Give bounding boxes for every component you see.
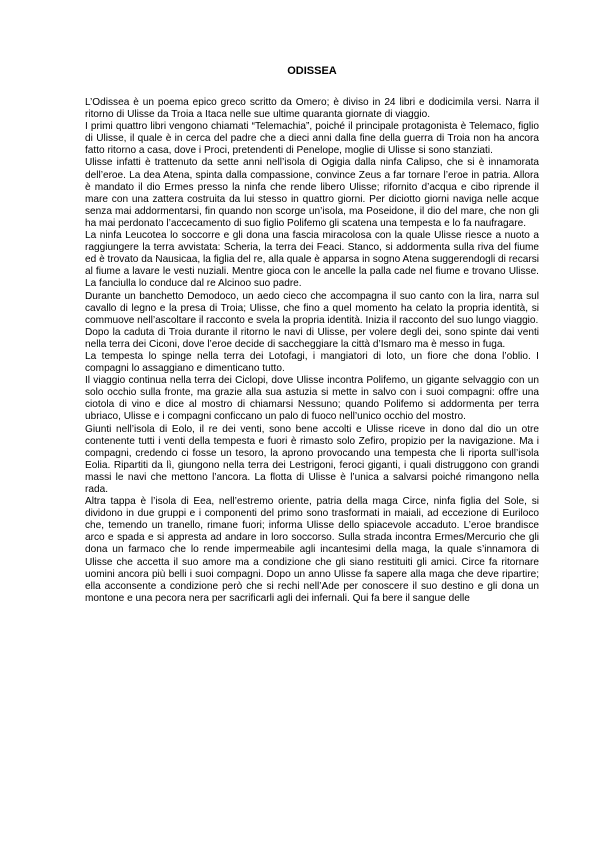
paragraph-lotofagi: La tempesta lo spinge nella terra dei Lotofagi, i mangiatori di loto, un fiore che dona l’oblio. I compagni lo assaggiano e dimenticano tutto. xyxy=(85,350,539,375)
paragraph-circe: Altra tappa è l’isola di Eea, nell’estremo oriente, patria della maga Circe, ninfa figlia del Sole, si dividono in due gruppi e i componenti del primo sono trasformati in maiali, ad eccezione di Euriloco che, temendo un tranello, rimane fuori; informa Ulisse dello spiacevole accaduto. L’eroe brandisce arco e spada e si appresta ad andare in loro soccorso. Sulla strada incontra Ermes/Mercurio che gli dona un farmaco che lo rende impermeabile agli incantesimi della maga, la quale s’innamora di Ulisse che accetta il suo amore ma a condizione che gli siano restituiti gli amici. Circe fa ritornare uomini ancora più belli i suoi compagni. Dopo un anno Ulisse fa sapere alla maga che deve ripartire; ella acconsente a condizione però che si rechi nell’Ade per conoscere il suo destino e gli dona un montone e una pecora nera per sacrificarli agli dei infernali. Qui fa bere il sangue delle xyxy=(85,496,539,604)
document-page xyxy=(85,64,539,605)
paragraph-telemachia: I primi quattro libri vengono chiamati “Telemachia”, poiché il principale protagonista è Telemaco, figlio di Ulisse, il quale è in cerca del padre che a dieci anni dalla fine della guerra di Troia non ha ancora fatto ritorno a casa, dove i Proci, pretendenti di Penelope, moglie di Ulisse si sono stanziati. xyxy=(85,121,539,157)
paragraph-ciconi: Dopo la caduta di Troia durante il ritorno le navi di Ulisse, per volere degli dei, sono spinte dai venti nella terra dei Ciconi, dove l’eroe decide di saccheggiare la città d’Ismaro ma è messo in fuga. xyxy=(85,326,539,350)
paragraph-intro: L’Odissea è un poema epico greco scritto da Omero; è diviso in 24 libri e dodicimila versi. Narra il ritorno di Ulisse da Troia a Itaca nelle sue ultime quaranta giornate di viaggio. xyxy=(85,97,539,121)
paragraph-leucotea: La ninfa Leucotea lo soccorre e gli dona una fascia miracolosa con la quale Ulisse riesce a nuoto a raggiungere la terra avvistata: Scheria, la terra dei Feaci. Stanco, si addormenta sulla riva del fiume ed è trovato da Nausicaa, la figlia del re, alla quale è apparsa in sogno Atena suggerendogli di recarsi al fiume a lavare le vesti nuziali. Mentre gioca con le ancelle la palla cade nel fiume e trovano Ulisse. La fanciulla lo conduce dal re Alcinoo suo padre. xyxy=(85,230,539,290)
document-title: ODISSEA xyxy=(287,65,337,77)
paragraph-ciclopi: Il viaggio continua nella terra dei Ciclopi, dove Ulisse incontra Polifemo, un gigante selvaggio con un solo occhio sulla fronte, ma grazie alla sua astuzia si mette in salvo con i suoi compagni: offre una ciotola di vino e dice al mostro di chiamarsi Nessuno; quando Polifemo si addormenta per terra ubriaco, Ulisse e i compagni conficcano un palo di fuoco nell’unico occhio del mostro. xyxy=(85,375,539,423)
paragraph-demodoco: Durante un banchetto Demodoco, un aedo cieco che accompagna il suo canto con la lira, narra sul cavallo di legno e la presa di Troia; Ulisse, che fino a quel momento ha celato la propria identità, si commuove nell’ascoltare il racconto e svela la propria identità. Inizia il racconto del suo lungo viaggio. xyxy=(85,290,539,326)
paragraph-calipso: Ulisse infatti è trattenuto da sette anni nell’isola di Ogigia dalla ninfa Calipso, che si è innamorata dell’eroe. La dea Atena, spinta dalla compassione, convince Zeus a far tornare l’eroe in patria. Allora è mandato il dio Ermes presso la ninfa che rende libero Ulisse; rifornito d’acqua e cibo riprende il mare con una zattera costruita da lui stesso in quattro giorni. Per diciotto giorni naviga nelle acque senza mai addormentarsi, fin quando non scorge un’isola, ma Poseidone, il dio del mare, che non gli ha mai perdonato l’accecamento di suo figlio Polifemo gli scatena una tempesta e lo fa naufragare. xyxy=(85,157,539,229)
paragraph-eolo: Giunti nell’isola di Eolo, il re dei venti, sono bene accolti e Ulisse riceve in dono dal dio un otre contenente tutti i venti della tempesta e fuori è rimasto solo Zefiro, propizio per la navigazione. Ma i compagni, credendo ci fosse un tesoro, la aprono provocando una tempesta che li riporta sull’isola Eolia. Ripartiti da lì, giungono nella terra dei Lestrigoni, feroci giganti, i quali distruggono con grandi massi le navi che mettono l’ancora. La flotta di Ulisse è l’unica a salvarsi poiché rimangono nella rada. xyxy=(85,423,539,495)
